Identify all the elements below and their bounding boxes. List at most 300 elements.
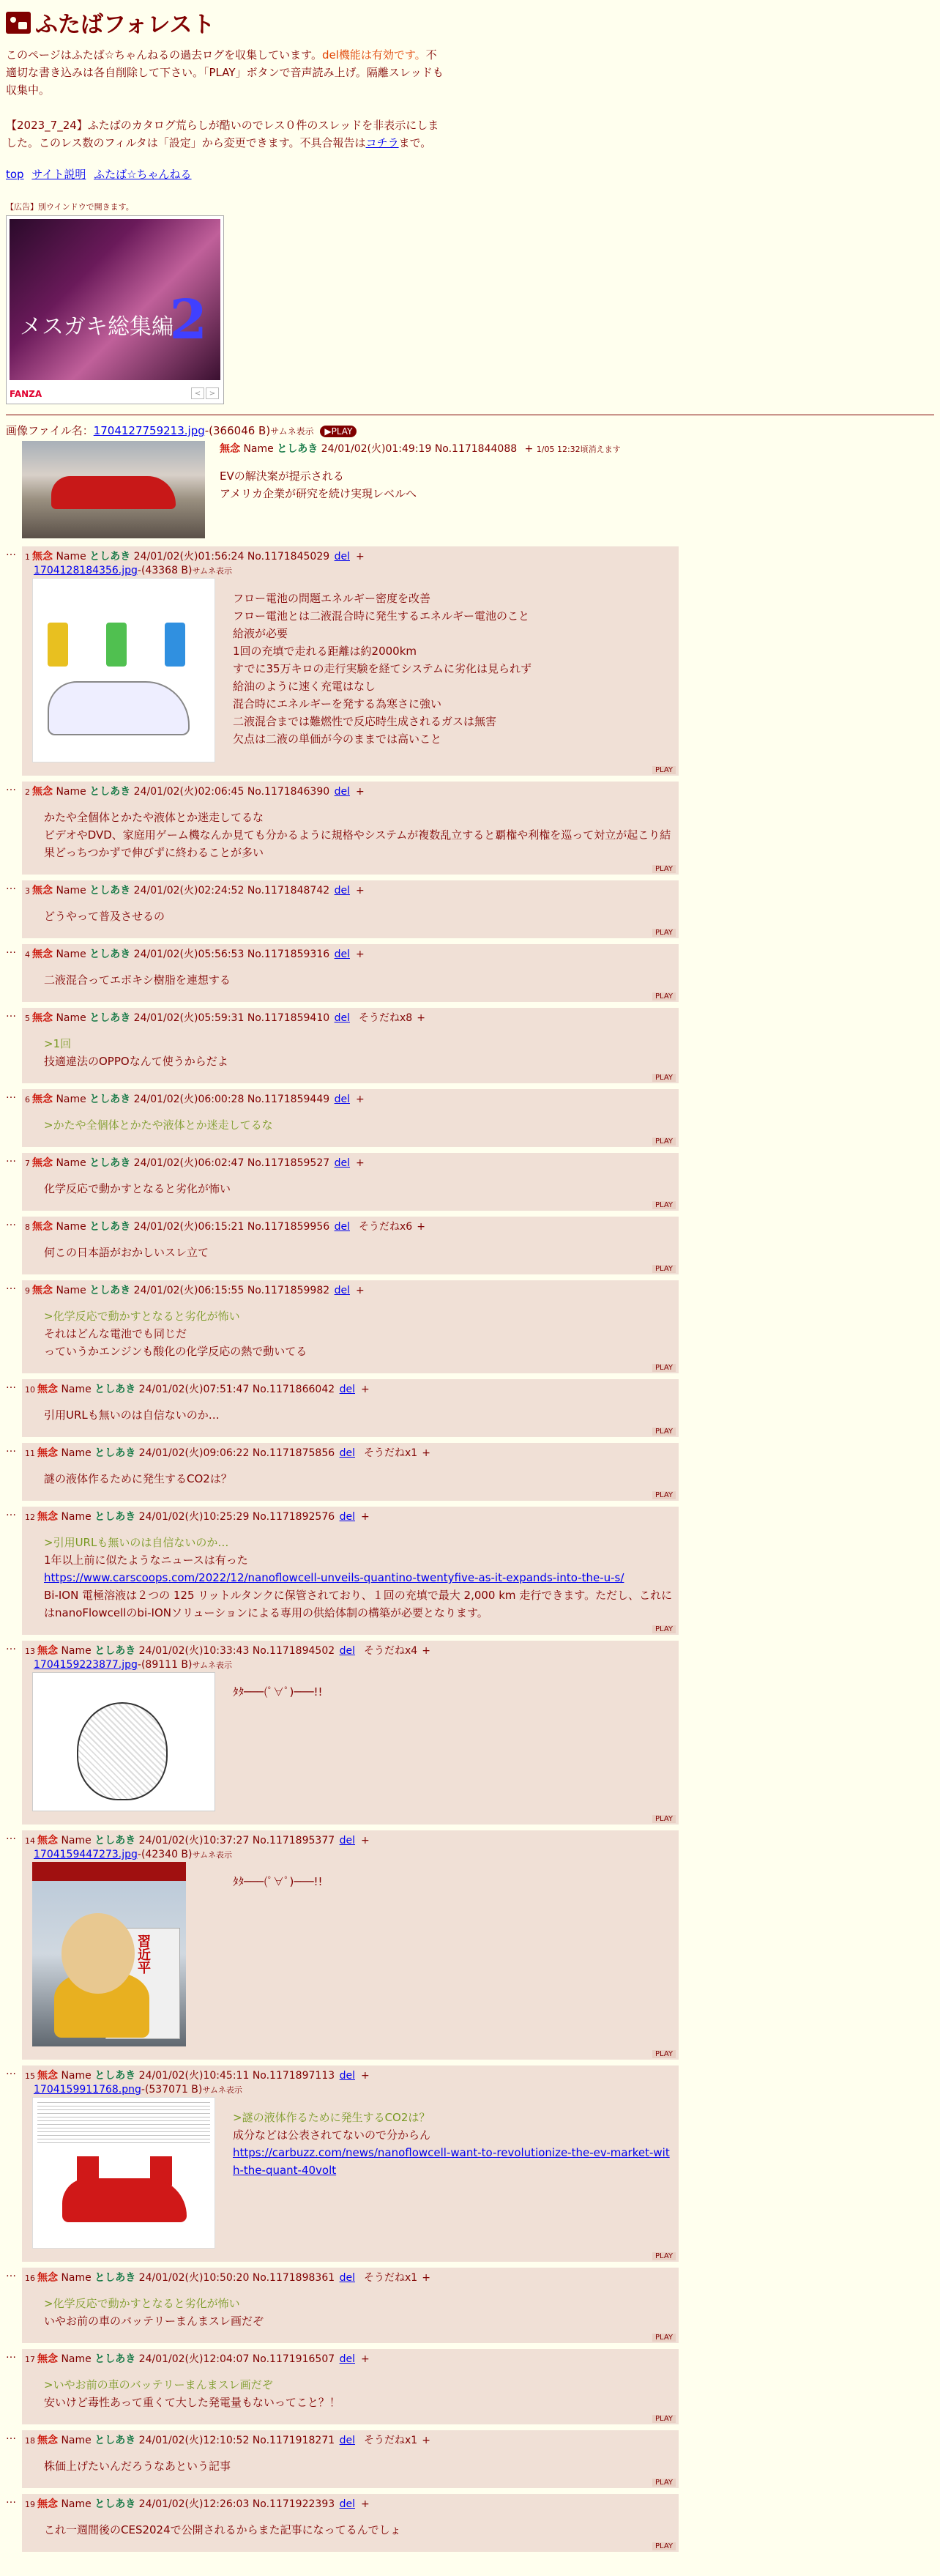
response-number: No.1171859956 <box>247 1221 330 1233</box>
del-link[interactable]: del <box>339 2272 355 2284</box>
response-subject: 無念 <box>37 2435 58 2446</box>
play-button[interactable]: PLAY <box>652 1815 676 1823</box>
response-row <box>6 1089 934 1147</box>
response-line: 何この日本語がおかしいスレ立て <box>44 1246 209 1259</box>
tank-shape <box>48 623 68 667</box>
response <box>22 1217 679 1274</box>
del-link[interactable]: del <box>334 1094 350 1105</box>
response-text: ﾀﾀ───(ﾟ∀ﾟ)───!! <box>233 1875 323 1888</box>
plus-button[interactable]: + <box>422 2435 430 2446</box>
pooh-head <box>61 1913 135 1994</box>
response-index: 17 <box>25 2355 35 2364</box>
top-nav <box>6 166 934 182</box>
response-line: 謎の液体作るために発生するCO2は？ <box>44 1472 232 1485</box>
plus-button[interactable]: + <box>360 2070 370 2082</box>
response-thumbnail[interactable] <box>32 1862 186 2046</box>
external-link[interactable]: https://www.carscoops.com/2022/12/nanoflowcell-unveils-quantino-twentyfive-as-it-expands-into-the-u-s/ <box>44 1571 624 1584</box>
response-number: No.1171894502 <box>252 1645 335 1657</box>
op-file-size: -(366046 B) <box>204 424 271 437</box>
response-line: っていうかエンジンも酸化の化学反応の熱で動いてる <box>44 1345 307 1358</box>
response-body <box>25 2295 676 2330</box>
play-button[interactable]: PLAY <box>652 929 676 937</box>
plus-button[interactable]: + <box>422 1447 430 1459</box>
response-number: No.1171859410 <box>247 1012 330 1024</box>
response <box>22 782 679 875</box>
reply-dots: … <box>6 546 16 558</box>
plus-button[interactable]: + <box>355 786 365 798</box>
response-number: No.1171859316 <box>247 949 330 960</box>
response-index: 8 <box>25 1222 30 1232</box>
response <box>22 2065 679 2262</box>
response-list <box>6 546 934 2552</box>
response-row <box>6 1379 934 1437</box>
response-name: としあき <box>94 2272 136 2284</box>
response-name: としあき <box>89 949 131 960</box>
response-line: ビデオやDVD、家庭用ゲーム機なんか見ても分かるように規格やシステムが複数乱立すると覇権や利権を巡って対立が起こり結果どっちつかずで伸びずに終わることが多い <box>44 828 671 859</box>
response-row <box>6 546 934 776</box>
plus-button[interactable]: + <box>360 1835 370 1846</box>
response-subject: 無念 <box>37 2353 58 2365</box>
sodane-count[interactable]: そうだねx1 <box>363 2272 418 2284</box>
ad-image[interactable] <box>10 219 220 380</box>
response <box>22 1280 679 1373</box>
response-index: 4 <box>25 950 30 959</box>
op-number: No.1171844088 <box>434 443 518 455</box>
play-button[interactable]: PLAY <box>652 1137 676 1146</box>
response-datetime: 24/01/02(火)12:10:52 <box>138 2435 250 2446</box>
op-post <box>6 438 934 541</box>
intro-text-2: 不適切な書き込みは各自削除して下さい。「PLAY」ボタンで音声読み上げ。隔離スレッドも収集中。 <box>6 48 444 97</box>
thumb-toggle[interactable]: サムネ表示 <box>192 1850 232 1860</box>
response-body <box>25 1180 676 1198</box>
del-link[interactable]: del <box>339 1447 355 1459</box>
op-file-link[interactable]: 1704127759213.jpg <box>93 424 205 437</box>
response-datetime: 24/01/02(火)10:37:27 <box>138 1835 250 1846</box>
response-subject: 無念 <box>37 1447 58 1459</box>
response-name: としあき <box>94 2498 136 2510</box>
play-button[interactable]: PLAY <box>652 2252 676 2260</box>
del-link[interactable]: del <box>339 2498 355 2510</box>
response-name: としあき <box>89 1157 131 1169</box>
response-header <box>25 1011 676 1026</box>
sodane-count[interactable]: そうだねx8 <box>358 1012 413 1024</box>
del-link[interactable]: del <box>339 2070 355 2082</box>
op-header <box>220 441 621 456</box>
del-link[interactable]: del <box>339 1835 355 1846</box>
response-row <box>6 1217 934 1274</box>
del-link[interactable]: del <box>339 2353 355 2365</box>
del-notice: del機能は有効です。 <box>321 48 426 62</box>
sodane-count[interactable]: そうだねx1 <box>363 1447 418 1459</box>
name-label: Name <box>56 786 86 798</box>
play-button[interactable]: PLAY <box>652 1364 676 1372</box>
response <box>22 546 679 776</box>
name-label: Name <box>61 1447 92 1459</box>
response-index: 5 <box>25 1014 30 1023</box>
name-label: Name <box>56 1221 86 1233</box>
name-label: Name <box>56 949 86 960</box>
plus-button[interactable]: + <box>360 2353 370 2365</box>
response-line: 欠点は二液の単価が今のままでは高いこと <box>233 732 442 746</box>
response-row <box>6 782 934 875</box>
image-header-bar <box>32 1862 186 1881</box>
response-row <box>6 1830 934 2060</box>
response-body <box>25 1035 676 1070</box>
op-name: としあき <box>277 443 318 455</box>
del-link[interactable]: del <box>339 2435 355 2446</box>
reply-dots: … <box>6 880 16 892</box>
response-file-link[interactable]: 1704159911768.png <box>34 2084 141 2096</box>
file-label: 画像ファイル名： <box>6 424 94 437</box>
response-index: 7 <box>25 1159 30 1168</box>
response-file-info <box>34 1659 676 1671</box>
report-link[interactable]: コチラ <box>365 136 399 149</box>
plus-button[interactable]: + <box>355 885 365 897</box>
response-row <box>6 1280 934 1373</box>
response-number: No.1171895377 <box>252 1835 335 1846</box>
response-number: No.1171859527 <box>247 1157 330 1169</box>
reply-dots: … <box>6 1507 16 1518</box>
op-play-button[interactable]: ▶PLAY <box>320 426 357 437</box>
play-button[interactable]: PLAY <box>652 2542 676 2550</box>
car-diagram <box>48 681 190 735</box>
response-subject: 無念 <box>32 1157 53 1169</box>
thumb-toggle[interactable]: サムネ表示 <box>192 566 232 576</box>
play-button[interactable]: PLAY <box>652 1491 676 1499</box>
plus-button[interactable]: + <box>360 1384 370 1395</box>
response-line: フロー電池とは二液混合時に発生するエネルギー電池のこと <box>233 609 530 623</box>
plus-button[interactable]: + <box>355 1157 365 1169</box>
car-image <box>62 2178 187 2222</box>
response-subject: 無念 <box>37 1384 58 1395</box>
response <box>22 2430 679 2488</box>
response-row <box>6 2430 934 2488</box>
del-link[interactable]: del <box>339 1384 355 1395</box>
ad-title: メスガキ総集編 <box>20 314 174 340</box>
response-line: 1年以上前に似たようなニュースは有った <box>44 1554 248 1567</box>
response-text: ﾀﾀ───(ﾟ∀ﾟ)───!! <box>233 1685 323 1699</box>
plus-button[interactable]: + <box>417 1012 425 1024</box>
plus-button[interactable]: + <box>360 1511 370 1523</box>
ad-banner[interactable] <box>6 215 224 404</box>
car-image <box>51 476 176 509</box>
del-link[interactable]: del <box>334 949 350 960</box>
reply-dots: … <box>6 1379 16 1391</box>
del-link[interactable]: del <box>334 885 350 897</box>
thumbnail-wrap <box>32 1862 215 2046</box>
response-number: No.1171892576 <box>252 1511 335 1523</box>
article-text-image <box>37 2102 210 2146</box>
name-label: Name <box>56 1157 86 1169</box>
plus-button[interactable]: + <box>355 949 365 960</box>
response-name: としあき <box>94 1384 136 1395</box>
name-label: Name <box>56 1094 86 1105</box>
site-header <box>6 6 934 39</box>
response-header <box>25 2497 676 2512</box>
thumbnail-wrap <box>32 1672 215 1811</box>
play-button[interactable]: PLAY <box>652 1625 676 1633</box>
thumb-toggle[interactable]: サムネ表示 <box>270 426 314 437</box>
response-line: 1回の充填で走れる距離は約2000km <box>233 645 417 658</box>
response-name: としあき <box>94 2435 136 2446</box>
response-body <box>25 907 676 925</box>
del-link[interactable]: del <box>334 1285 350 1296</box>
name-label: Name <box>61 2353 92 2365</box>
response-index: 10 <box>25 1385 35 1395</box>
response-header <box>25 2271 676 2286</box>
response-media-row <box>25 2097 676 2249</box>
quote-text: >1回 <box>44 1037 72 1050</box>
response-header <box>25 2068 676 2084</box>
response <box>22 1379 679 1437</box>
response-line: 株価上げたいんだろうなあという記事 <box>44 2460 231 2473</box>
play-button[interactable]: PLAY <box>652 766 676 774</box>
intro-text: このページはふたば☆ちゃんねるの過去ログを収集しています。 <box>6 48 322 62</box>
notice-end: まで。 <box>398 136 432 149</box>
name-label: Name <box>61 2435 92 2446</box>
response <box>22 2268 679 2343</box>
thumb-toggle[interactable]: サムネ表示 <box>192 1660 232 1670</box>
response-number: No.1171848742 <box>247 885 330 897</box>
sodane-count[interactable]: そうだねx1 <box>363 2435 418 2446</box>
ad-next-icon[interactable]: > <box>206 387 219 399</box>
response-header <box>25 1283 676 1299</box>
response-header <box>25 947 676 962</box>
file-size: -(537071 B) <box>141 2084 203 2096</box>
external-link[interactable]: https://carbuzz.com/news/nanoflowcell-want-to-revolutionize-the-ev-market-with-the-quant-40volt <box>233 2146 670 2177</box>
response-line: 成分などは公表されてないので分からん <box>233 2128 431 2142</box>
name-label: Name <box>61 1384 92 1395</box>
response-datetime: 24/01/02(火)05:56:53 <box>133 949 245 960</box>
response-file-link[interactable]: 1704159447273.jpg <box>34 1849 138 1860</box>
response-body <box>25 971 676 989</box>
play-button[interactable]: PLAY <box>652 2334 676 2342</box>
notice-text: 【2023_7_24】ふたばのカタログ荒らしが酷いのでレス０件のスレッドを非表示にしました。このレス数のフィルタは「設定」から変更できます。不具合報告は <box>6 119 439 149</box>
ad-prev-icon[interactable]: < <box>191 387 204 399</box>
response-index: 15 <box>25 2071 35 2081</box>
response-number: No.1171845029 <box>247 551 330 563</box>
response-media-row <box>25 1862 676 2046</box>
response <box>22 1830 679 2060</box>
response-datetime: 24/01/02(火)10:45:11 <box>138 2070 250 2082</box>
plus-button[interactable]: + <box>355 551 365 563</box>
response-line: 化学反応で動かすとなると劣化が怖い <box>44 1182 231 1195</box>
thumbnail-wrap <box>32 2097 215 2249</box>
name-label: Name <box>56 885 86 897</box>
futaba-logo-icon <box>6 12 31 34</box>
response <box>22 1008 679 1083</box>
response-name: としあき <box>94 1645 136 1657</box>
response-file-link[interactable]: 1704128184356.jpg <box>34 565 138 576</box>
plus-button[interactable]: + <box>360 2498 370 2510</box>
response-datetime: 24/01/02(火)05:59:31 <box>133 1012 245 1024</box>
file-size: -(43368 B) <box>137 565 193 576</box>
nav-about-link[interactable]: サイト説明 <box>31 168 86 181</box>
reply-dots: … <box>6 1280 16 1292</box>
response-index: 6 <box>25 1095 30 1105</box>
response-subject: 無念 <box>32 885 53 897</box>
play-button[interactable]: PLAY <box>652 865 676 873</box>
response-datetime: 24/01/02(火)10:25:29 <box>138 1511 250 1523</box>
del-link[interactable]: del <box>334 1157 350 1169</box>
response-datetime: 24/01/02(火)06:15:55 <box>133 1285 245 1296</box>
del-link[interactable]: del <box>334 1012 350 1024</box>
reply-dots: … <box>6 1830 16 1842</box>
thumbnail-wrap <box>32 578 215 762</box>
response-file-info <box>34 565 676 576</box>
sodane-count[interactable]: そうだねx6 <box>358 1221 413 1233</box>
response-name: としあき <box>94 1447 136 1459</box>
reply-dots: … <box>6 2494 16 2506</box>
response-index: 12 <box>25 1512 35 1522</box>
response-media-row <box>25 578 676 762</box>
response-datetime: 24/01/02(火)12:04:07 <box>138 2353 250 2365</box>
plus-button[interactable]: + <box>422 1645 430 1657</box>
ad-nav <box>191 387 219 399</box>
response-line: フロー電池の問題エネルギー密度を改善 <box>233 592 431 605</box>
response-subject: 無念 <box>32 1012 53 1024</box>
response <box>22 1153 679 1211</box>
response-number: No.1171859449 <box>247 1094 330 1105</box>
response-subject: 無念 <box>32 1285 53 1296</box>
response-header <box>25 1446 676 1461</box>
banner-text: 習近平 <box>135 1934 151 1974</box>
site-title: ふたばフォレスト <box>35 12 215 38</box>
response-body <box>25 1307 676 1360</box>
play-button[interactable]: PLAY <box>652 1074 676 1082</box>
response-name: としあき <box>89 885 131 897</box>
del-link[interactable]: del <box>334 551 350 563</box>
response-name: としあき <box>94 1835 136 1846</box>
response-subject: 無念 <box>37 2070 58 2082</box>
play-button[interactable]: PLAY <box>652 992 676 1001</box>
del-link[interactable]: del <box>339 1511 355 1523</box>
reply-dots: … <box>6 1641 16 1652</box>
response-datetime: 24/01/02(火)10:50:20 <box>138 2272 250 2284</box>
reply-dots: … <box>6 1089 16 1101</box>
response-number: No.1171875856 <box>252 1447 335 1459</box>
response-subject: 無念 <box>32 1221 53 1233</box>
response-subject: 無念 <box>37 1511 58 1523</box>
op-datetime: 24/01/02(火)01:49:19 <box>321 443 432 455</box>
response-datetime: 24/01/02(火)06:15:21 <box>133 1221 245 1233</box>
response-thumbnail[interactable] <box>32 578 215 762</box>
file-size: -(42340 B) <box>137 1849 193 1860</box>
response-index: 13 <box>25 1647 35 1656</box>
response-index: 16 <box>25 2274 35 2283</box>
play-button[interactable]: PLAY <box>652 2415 676 2423</box>
op-plus-button[interactable]: + <box>524 443 534 455</box>
response-subject: 無念 <box>32 551 53 563</box>
play-button[interactable]: PLAY <box>652 2479 676 2487</box>
response-file-link[interactable]: 1704159223877.jpg <box>34 1659 138 1671</box>
response-index: 1 <box>25 552 30 562</box>
response-thumbnail[interactable] <box>32 2097 215 2249</box>
response-line: これ一週間後のCES2024で公開されるからまた記事になってるんでしょ <box>44 2523 401 2536</box>
response-name: としあき <box>89 1285 131 1296</box>
response-number: No.1171866042 <box>252 1384 335 1395</box>
thumb-toggle[interactable]: サムネ表示 <box>202 2085 242 2095</box>
response-datetime: 24/01/02(火)02:24:52 <box>133 885 245 897</box>
response-thumbnail[interactable] <box>32 1672 215 1811</box>
response-header <box>25 1382 676 1398</box>
response-body <box>25 2457 676 2475</box>
plus-button[interactable]: + <box>417 1221 425 1233</box>
play-button[interactable]: PLAY <box>652 1265 676 1273</box>
response <box>22 880 679 938</box>
del-link[interactable]: del <box>334 786 350 798</box>
nav-futaba-link[interactable]: ふたば☆ちゃんねる <box>94 168 192 181</box>
response-datetime: 24/01/02(火)10:33:43 <box>138 1645 250 1657</box>
response-header <box>25 1092 676 1107</box>
response-subject: 無念 <box>32 1094 53 1105</box>
name-label: Name <box>61 2272 92 2284</box>
response-name: としあき <box>89 1221 131 1233</box>
del-link[interactable]: del <box>339 1645 355 1657</box>
response-subject: 無念 <box>37 1645 58 1657</box>
plus-button[interactable]: + <box>355 1094 365 1105</box>
response-datetime: 24/01/02(火)09:06:22 <box>138 1447 250 1459</box>
response-name: としあき <box>89 786 131 798</box>
response-line: どうやって普及させるの <box>44 910 165 923</box>
play-button[interactable]: PLAY <box>652 1201 676 1209</box>
response-body <box>25 2376 676 2411</box>
response-line: 技適違法のOPPOなんて使うからだよ <box>44 1055 228 1068</box>
play-button[interactable]: PLAY <box>652 1428 676 1436</box>
response-header <box>25 1220 676 1235</box>
plus-button[interactable]: + <box>422 2272 430 2284</box>
response-line: 二液混合ってエポキシ樹脂を連想する <box>44 973 231 987</box>
response-name: としあき <box>89 1094 131 1105</box>
response-body <box>25 1534 676 1622</box>
quote-text: >化学反応で動かすとなると劣化が怖い <box>44 2297 240 2310</box>
nav-top-link[interactable]: top <box>6 168 24 181</box>
response-index: 14 <box>25 1836 35 1846</box>
del-link[interactable]: del <box>334 1221 350 1233</box>
op-file-info <box>6 423 934 438</box>
sodane-count[interactable]: そうだねx4 <box>363 1645 418 1657</box>
response-row <box>6 1153 934 1211</box>
plus-button[interactable]: + <box>355 1285 365 1296</box>
response-file-info <box>34 1849 676 1860</box>
response-datetime: 24/01/02(火)07:51:47 <box>138 1384 250 1395</box>
op-thumbnail[interactable] <box>22 441 205 538</box>
response-header <box>25 1156 676 1171</box>
response-line: 引用URLも無いのは自信ないのか… <box>44 1408 220 1422</box>
response-datetime: 24/01/02(火)02:06:45 <box>133 786 245 798</box>
response-body <box>25 1244 676 1261</box>
response-subject: 無念 <box>37 2498 58 2510</box>
response-datetime: 24/01/02(火)06:00:28 <box>133 1094 245 1105</box>
reply-dots: … <box>6 2065 16 2077</box>
reply-dots: … <box>6 782 16 793</box>
response-datetime: 24/01/02(火)01:56:24 <box>133 551 245 563</box>
response-datetime: 24/01/02(火)12:26:03 <box>138 2498 250 2510</box>
response-row <box>6 1641 934 1825</box>
response-number: No.1171859982 <box>247 1285 330 1296</box>
reply-dots: … <box>6 1008 16 1020</box>
name-label: Name <box>61 1645 92 1657</box>
response-header <box>25 2352 676 2367</box>
response-number: No.1171897113 <box>252 2070 335 2082</box>
reply-dots: … <box>6 1217 16 1228</box>
play-button[interactable]: PLAY <box>652 2050 676 2058</box>
response-name: としあき <box>94 1511 136 1523</box>
response-body <box>25 1470 676 1488</box>
quote-text: >かたや全個体とかたや液体とか迷走してるな <box>44 1118 273 1132</box>
response-line: いやお前の車のバッテリーまんまスレ画だぞ <box>44 2315 264 2328</box>
response-index: 19 <box>25 2500 35 2509</box>
